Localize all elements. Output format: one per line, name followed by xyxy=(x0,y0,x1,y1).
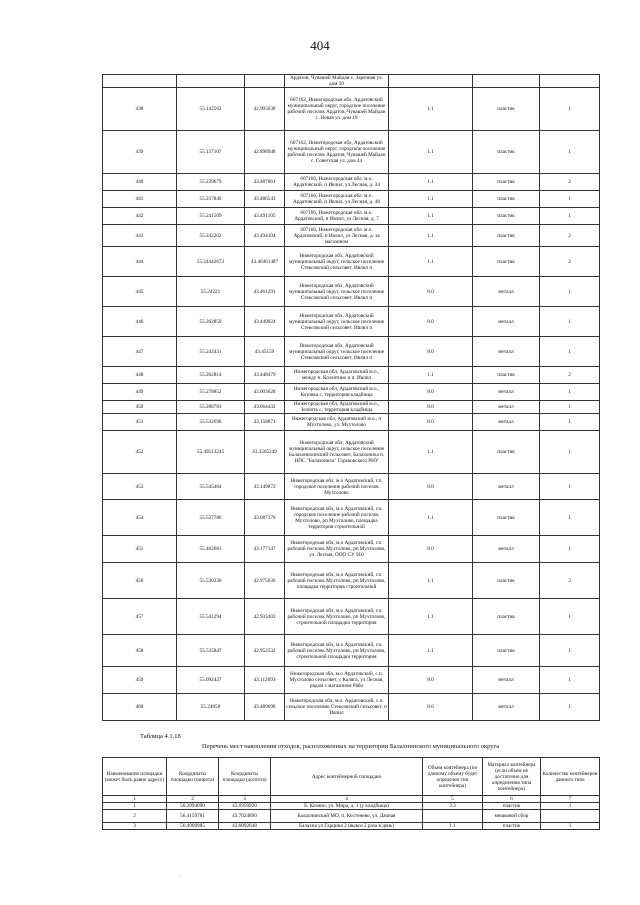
cell-addr: Нижегородская обл, м.о Ардатовский, г.п. рабочий поселок Мухтолово, рп Мухтолово, строительной площадки территория xyxy=(285,635,389,667)
column-number-row xyxy=(103,796,600,803)
cell-addr: Нижегородская обл, Ардатовский м.о., Зеленть с, территория кладбища xyxy=(285,401,389,414)
cell-mat: пластик xyxy=(473,191,540,208)
cell-addr: Нижегородская обл, Ардатовский м.о., п Мухтолово, ул. Мухтолово xyxy=(285,414,389,431)
cell: 1 xyxy=(103,803,167,810)
table-row xyxy=(103,803,600,810)
cell-addr: Нижегородская обл, м.о Ардатовский, г.п. рабочий поселок Мухтолово, рп Мухтолово, ул. Лесная, ООО СУ 910 xyxy=(285,536,389,563)
column-number: 6 xyxy=(483,796,541,803)
table-caption-title: Перечень мест накопления отходов, расположенных на территории Балахнинского муниципального округа xyxy=(202,743,500,750)
cell-mat: металл xyxy=(473,307,540,337)
cell-n xyxy=(103,75,177,88)
cell-addr: Нижегородская обл, Ардатовский муниципальный округ, сельское поселение Стексовский сельсовет, Ивлил п xyxy=(285,277,389,307)
table-row xyxy=(103,384,600,401)
cell-cnt: 1 xyxy=(540,431,600,474)
cell-mat: металл xyxy=(473,277,540,307)
cell-lon: 43.46461487 xyxy=(245,247,285,277)
cell-vol: 8.0 xyxy=(389,536,473,563)
cell-cnt: 2 xyxy=(540,367,600,384)
cell-lat: 55.092427 xyxy=(177,667,245,694)
header-cell: Объем контейнера (по данному объему будет определен тип контейнера) xyxy=(423,758,483,796)
table-row xyxy=(103,431,600,474)
cell-n: 445 xyxy=(103,277,177,307)
cell: 43.6950920 xyxy=(219,803,271,810)
cell-vol: 8.0 xyxy=(389,337,473,367)
cell-n: 450 xyxy=(103,401,177,414)
cell-cnt: 1 xyxy=(540,131,600,174)
cell-lat: 55.532696 xyxy=(177,414,245,431)
cell: 56.4909985 xyxy=(167,823,219,830)
cell-cnt: 1 xyxy=(540,414,600,431)
cell-lon xyxy=(245,75,285,88)
cell-n: 456 xyxy=(103,563,177,599)
cell-vol xyxy=(389,75,473,88)
cell-vol: 8.0 xyxy=(389,667,473,694)
table-row xyxy=(103,225,600,247)
cell-lat: 55.462681 xyxy=(177,536,245,563)
cell-lon: 43.45159 xyxy=(245,337,285,367)
cell: 43.7024890 xyxy=(219,810,271,823)
cell-addr: 607162, Нижегородская обл, Ардатовский муниципальный округ, городское поселение рабочий поселок Ардатов, Чувашей Майдан с. Новая ул. дом 19 xyxy=(285,88,389,131)
cell-lon: 43.448479 xyxy=(245,367,285,384)
cell-lat: 55.237849 xyxy=(177,191,245,208)
cell-lat: 55.241509 xyxy=(177,208,245,225)
cell-addr: Нижегородская обл, м.о. Ардатовский, с.п. сельское поселение Стексовский сельсовет, п Ивлил xyxy=(285,694,389,721)
cell-addr: Нижегородская обл, Ардатовский м.о., между п. Козлятино и п. Ивлил xyxy=(285,367,389,384)
table-row xyxy=(103,667,600,694)
cell-lat: 55.49513245 xyxy=(177,431,245,474)
cell: 1.1 xyxy=(423,823,483,830)
cell-mat: металл xyxy=(473,337,540,367)
containers-table-balakhna xyxy=(102,757,600,830)
cell-addr: 607166, Нижегородская обл. м.о. Ардатовский, п Ивлил, ул Лесная, д. за магазином xyxy=(285,225,389,247)
cell-mat: пластик xyxy=(473,635,540,667)
column-number: 5 xyxy=(423,796,483,803)
header-cell: Наименование площадки (может быть равно адресу) xyxy=(103,758,167,796)
cell-lon: 43.003628 xyxy=(245,384,285,401)
cell-vol: 1.1 xyxy=(389,208,473,225)
cell-lon: 43.112693 xyxy=(245,667,285,694)
cell-lon: 42.905638 xyxy=(245,88,285,131)
cell-addr: Нижегородская обл, Ардатовский муниципальный округ, сельское поселение Балахонихинский сельсовет, Балахониха п. НПС "Балахониха" Горьковского РНУ xyxy=(285,431,389,474)
cell-lat: 55.288783 xyxy=(177,401,245,414)
cell-lon: 42.952532 xyxy=(245,635,285,667)
cell-mat xyxy=(473,75,540,88)
cell-addr: Нижегородская обл, м.о Ардатовский, с.п. Мухтолово сельсовет, с Каляга, ул Лесная, рядом с магазином Рябо xyxy=(285,667,389,694)
cell-mat: пластик xyxy=(473,367,540,384)
cell-lon: 43.489698 xyxy=(245,694,285,721)
cell-cnt: 1 xyxy=(540,337,600,367)
cell-n: 442 xyxy=(103,208,177,225)
table-row xyxy=(103,88,600,131)
cell-addr: Нижегородская обл, Ардатовский муниципальный округ, сельское поселение Стексовский сельсовет, Ивлил п xyxy=(285,307,389,337)
cell-n: 454 xyxy=(103,500,177,536)
column-number: 1 xyxy=(103,796,167,803)
cell-cnt: 1 xyxy=(540,88,600,131)
table-row xyxy=(103,414,600,431)
cell-addr: Нижегородская обл, Ардатовский м.о., Котовка с, территория кладбища xyxy=(285,384,389,401)
cell-mat: пластик xyxy=(473,208,540,225)
cell-vol: 1.1 xyxy=(389,599,473,635)
cell-lat: 55.545464 xyxy=(177,474,245,500)
cell-mat: пластик xyxy=(473,88,540,131)
cell-lon: 43.149872 xyxy=(245,474,285,500)
column-number: 2 xyxy=(167,796,219,803)
cell-n: 449 xyxy=(103,384,177,401)
cell-n: 439 xyxy=(103,131,177,174)
cell-lon: 43.449024 xyxy=(245,307,285,337)
table-row xyxy=(103,500,600,536)
cell-cnt: 2 xyxy=(540,225,600,247)
cell-cnt: 1 xyxy=(540,307,600,337)
cell-addr: Нижегородская обл, м.о Ардатовский, г.п. рабочий поселок Мухтолово, рп Мухтолово, строительной площадки территория xyxy=(285,599,389,635)
cell-addr: Нижегородская обл, Ардатовский муниципальный округ, сельское поселение Стексовский сельсовет, Ивлил п xyxy=(285,247,389,277)
cell-mat: пластик xyxy=(473,599,540,635)
table-row xyxy=(103,191,600,208)
cell: 43.6092648 xyxy=(219,823,271,830)
cell: мешковой сбор xyxy=(483,810,541,823)
cell-lat: 55.24442673 xyxy=(177,247,245,277)
cell-addr: Нижегородская обл, м.о Ардатовский, г.п. городское поселение рабочий поселок Мухтолово xyxy=(285,474,389,500)
cell-cnt: 3 xyxy=(540,563,600,599)
cell-cnt: 1 xyxy=(540,635,600,667)
cell-vol: 1.1 xyxy=(389,431,473,474)
table-row xyxy=(103,401,600,414)
cell-lon: 43.087376 xyxy=(245,500,285,536)
table-row xyxy=(103,131,600,174)
cell: 1 xyxy=(541,823,600,830)
cell-vol: 1.1 xyxy=(389,635,473,667)
cell-lat: 55.278852 xyxy=(177,384,245,401)
cell-cnt: 1 xyxy=(540,208,600,225)
cell-lon: 43.491105 xyxy=(245,208,285,225)
cell-lon: 43.487061 xyxy=(245,174,285,191)
cell-lon: 43.3505249 xyxy=(245,431,285,474)
cell-lat: 55.262814 xyxy=(177,367,245,384)
cell-n: 452 xyxy=(103,431,177,474)
cell-vol: 1.1 xyxy=(389,500,473,536)
cell-cnt: 1 xyxy=(540,599,600,635)
cell-vol: 1.1 xyxy=(389,225,473,247)
cell-n: 443 xyxy=(103,225,177,247)
cell xyxy=(541,810,600,823)
table-row xyxy=(103,367,600,384)
cell-cnt: 1 xyxy=(540,401,600,414)
cell-n: 441 xyxy=(103,191,177,208)
cell-cnt: 1 xyxy=(540,694,600,721)
cell-mat: пластик xyxy=(473,563,540,599)
cell-lon: 43.494104 xyxy=(245,225,285,247)
cell-cnt xyxy=(540,75,600,88)
cell-n: 458 xyxy=(103,635,177,667)
cell-lon: 43.486543 xyxy=(245,191,285,208)
cell xyxy=(423,810,483,823)
header-cell: Адрес контейнерной площадки xyxy=(271,758,423,796)
cell-lat: 55.137107 xyxy=(177,131,245,174)
table-row xyxy=(103,563,600,599)
cell-addr: 607166, Нижегородская обл. м.о. Ардатовский, п Ивлил, ул Лесная, д. 48 xyxy=(285,191,389,208)
containers-table-ardatov xyxy=(102,74,600,721)
cell-vol: 8.0 xyxy=(389,401,473,414)
cell-n: 455 xyxy=(103,536,177,563)
table-row xyxy=(103,474,600,500)
cell-mat: металл xyxy=(473,414,540,431)
cell-lon: 42.898948 xyxy=(245,131,285,174)
page-mark: . xyxy=(180,872,182,878)
cell-cnt: 1 xyxy=(540,474,600,500)
cell-lat: 55.527786 xyxy=(177,500,245,536)
cell-lat: 55.262859 xyxy=(177,307,245,337)
cell: 56.3994090 xyxy=(167,803,219,810)
column-number: 7 xyxy=(541,796,600,803)
cell: Б. Козино, ул. Мира, д. 1 (у кладбища) xyxy=(271,803,423,810)
table-row xyxy=(103,208,600,225)
cell-cnt: 1 xyxy=(540,536,600,563)
cell-addr: 607166, Нижегородская обл. м.о. Ардатовский, п Ивлил, ул Лесная, д. 34 xyxy=(285,174,389,191)
cell-cnt: 1 xyxy=(540,191,600,208)
cell-mat: пластик xyxy=(473,131,540,174)
cell-cnt: 2 xyxy=(540,247,600,277)
cell-n: 457 xyxy=(103,599,177,635)
cell-vol: 1.1 xyxy=(389,191,473,208)
cell-mat: металл xyxy=(473,384,540,401)
header-cell: Количество контейнеров данного типа xyxy=(541,758,600,796)
cell-lon: 43.177147 xyxy=(245,536,285,563)
cell-lat: 55.24221 xyxy=(177,277,245,307)
cell-vol: 8.0 xyxy=(389,384,473,401)
header-cell: Материал контейнера (если объем не достаточно для определения типа контейнера) xyxy=(483,758,541,796)
cell-addr: Нижегородская обл, м.о Ардатовский, г.п. рабочий поселок Мухтолово, рп Мухтолово, площадка территория строительной xyxy=(285,563,389,599)
cell-lat: 55.541294 xyxy=(177,599,245,635)
cell-mat: металл xyxy=(473,667,540,694)
table-row xyxy=(103,277,600,307)
table-row xyxy=(103,635,600,667)
table-header-row xyxy=(103,758,600,796)
cell: 3.3 xyxy=(423,803,483,810)
cell-lat: 55.242431 xyxy=(177,337,245,367)
page-number: 404 xyxy=(310,38,330,53)
cell-mat: металл xyxy=(473,536,540,563)
table-row xyxy=(103,75,600,88)
table-row xyxy=(103,694,600,721)
table-row xyxy=(103,599,600,635)
cell: пластик xyxy=(483,803,541,810)
table-row xyxy=(103,810,600,823)
cell-cnt: 1 xyxy=(540,667,600,694)
cell-lat: 55.242262 xyxy=(177,225,245,247)
cell-lat: 55.142562 xyxy=(177,88,245,131)
cell: 56.4159781 xyxy=(167,810,219,823)
cell-vol: 1.1 xyxy=(389,247,473,277)
cell-n: 453 xyxy=(103,474,177,500)
cell-vol: 8.0 xyxy=(389,474,473,500)
cell-mat: металл xyxy=(473,401,540,414)
column-number: 4 xyxy=(271,796,423,803)
header-cell: Координаты площадки (широта) xyxy=(167,758,219,796)
table-row xyxy=(103,823,600,830)
cell-vol: 8.0 xyxy=(389,277,473,307)
cell-addr: Нижегородская обл, м.о Ардатовский, г.п. городское поселение рабочий поселок Мухтолово, рп Мухтолово, площадка территория строительной xyxy=(285,500,389,536)
cell-n: 440 xyxy=(103,174,177,191)
cell-cnt: 1 xyxy=(540,500,600,536)
cell-n: 446 xyxy=(103,307,177,337)
cell-n: 447 xyxy=(103,337,177,367)
cell-mat: металл xyxy=(473,474,540,500)
table-row xyxy=(103,174,600,191)
cell-n: 448 xyxy=(103,367,177,384)
cell-n: 451 xyxy=(103,414,177,431)
table-row xyxy=(103,536,600,563)
cell-lat: 55.535847 xyxy=(177,635,245,667)
cell-cnt: 1 xyxy=(540,277,600,307)
cell-vol: 8.0 xyxy=(389,694,473,721)
cell-mat: пластик xyxy=(473,225,540,247)
cell-addr: Ардатов, Чувашей Майдан с. Заречная ул. дом 30 xyxy=(285,75,389,88)
cell: 2 xyxy=(103,810,167,823)
cell-vol: 1.1 xyxy=(389,88,473,131)
table-caption-number: Таблица 4.1.18 xyxy=(140,733,181,740)
column-number: 3 xyxy=(219,796,271,803)
cell-vol: 8.0 xyxy=(389,307,473,337)
cell-lon: 43.064432 xyxy=(245,401,285,414)
cell: 3 xyxy=(103,823,167,830)
cell: пластик xyxy=(483,823,541,830)
cell-lat: 55.239679 xyxy=(177,174,245,191)
cell-vol: 1.1 xyxy=(389,174,473,191)
cell-lon: 42.975636 xyxy=(245,563,285,599)
cell-lat xyxy=(177,75,245,88)
cell-addr: 607166, Нижегородская обл. м.о. Ардатовский, п Ивлил, ул Лесная, д. 7 xyxy=(285,208,389,225)
cell-mat: пластик xyxy=(473,500,540,536)
cell-lon: 43.158871 xyxy=(245,414,285,431)
table-row xyxy=(103,307,600,337)
cell-n: 444 xyxy=(103,247,177,277)
header-cell: Координаты площадки (долгота) xyxy=(219,758,271,796)
cell-addr: 607162, Нижегородская обл, Ардатовский муниципальный округ, городское поселение рабочий поселок Ардатов, Чувашей Майдан с. Советская ул. дом 44 xyxy=(285,131,389,174)
table-row xyxy=(103,337,600,367)
cell-vol: 8.0 xyxy=(389,414,473,431)
cell-cnt: 2 xyxy=(540,174,600,191)
cell-cnt: 1 xyxy=(540,384,600,401)
cell-mat: пластик xyxy=(473,174,540,191)
cell: 1 xyxy=(541,803,600,810)
cell: Балахнинский МО, п. Костенево, ул. Дачная xyxy=(271,810,423,823)
cell-addr: Нижегородская обл, Ардатовский муниципальный округ, сельское поселение Стексовский сельсовет, Ивлил п xyxy=(285,337,389,367)
cell-mat: пластик xyxy=(473,247,540,277)
cell-lon: 42.933403 xyxy=(245,599,285,635)
cell-lat: 55.530236 xyxy=(177,563,245,599)
cell-lat: 55.24058 xyxy=(177,694,245,721)
cell-n: 459 xyxy=(103,667,177,694)
cell-n: 438 xyxy=(103,88,177,131)
cell-vol: 1.1 xyxy=(389,131,473,174)
cell-vol: 1.1 xyxy=(389,367,473,384)
cell-lon: 43.461291 xyxy=(245,277,285,307)
cell-mat: металл xyxy=(473,694,540,721)
cell-vol: 1.1 xyxy=(389,563,473,599)
cell-mat: пластик xyxy=(473,431,540,474)
table-row xyxy=(103,247,600,277)
cell: Балахна ул Гарцина 2 (вывоз 2 раза в день) xyxy=(271,823,423,830)
cell-n: 460 xyxy=(103,694,177,721)
